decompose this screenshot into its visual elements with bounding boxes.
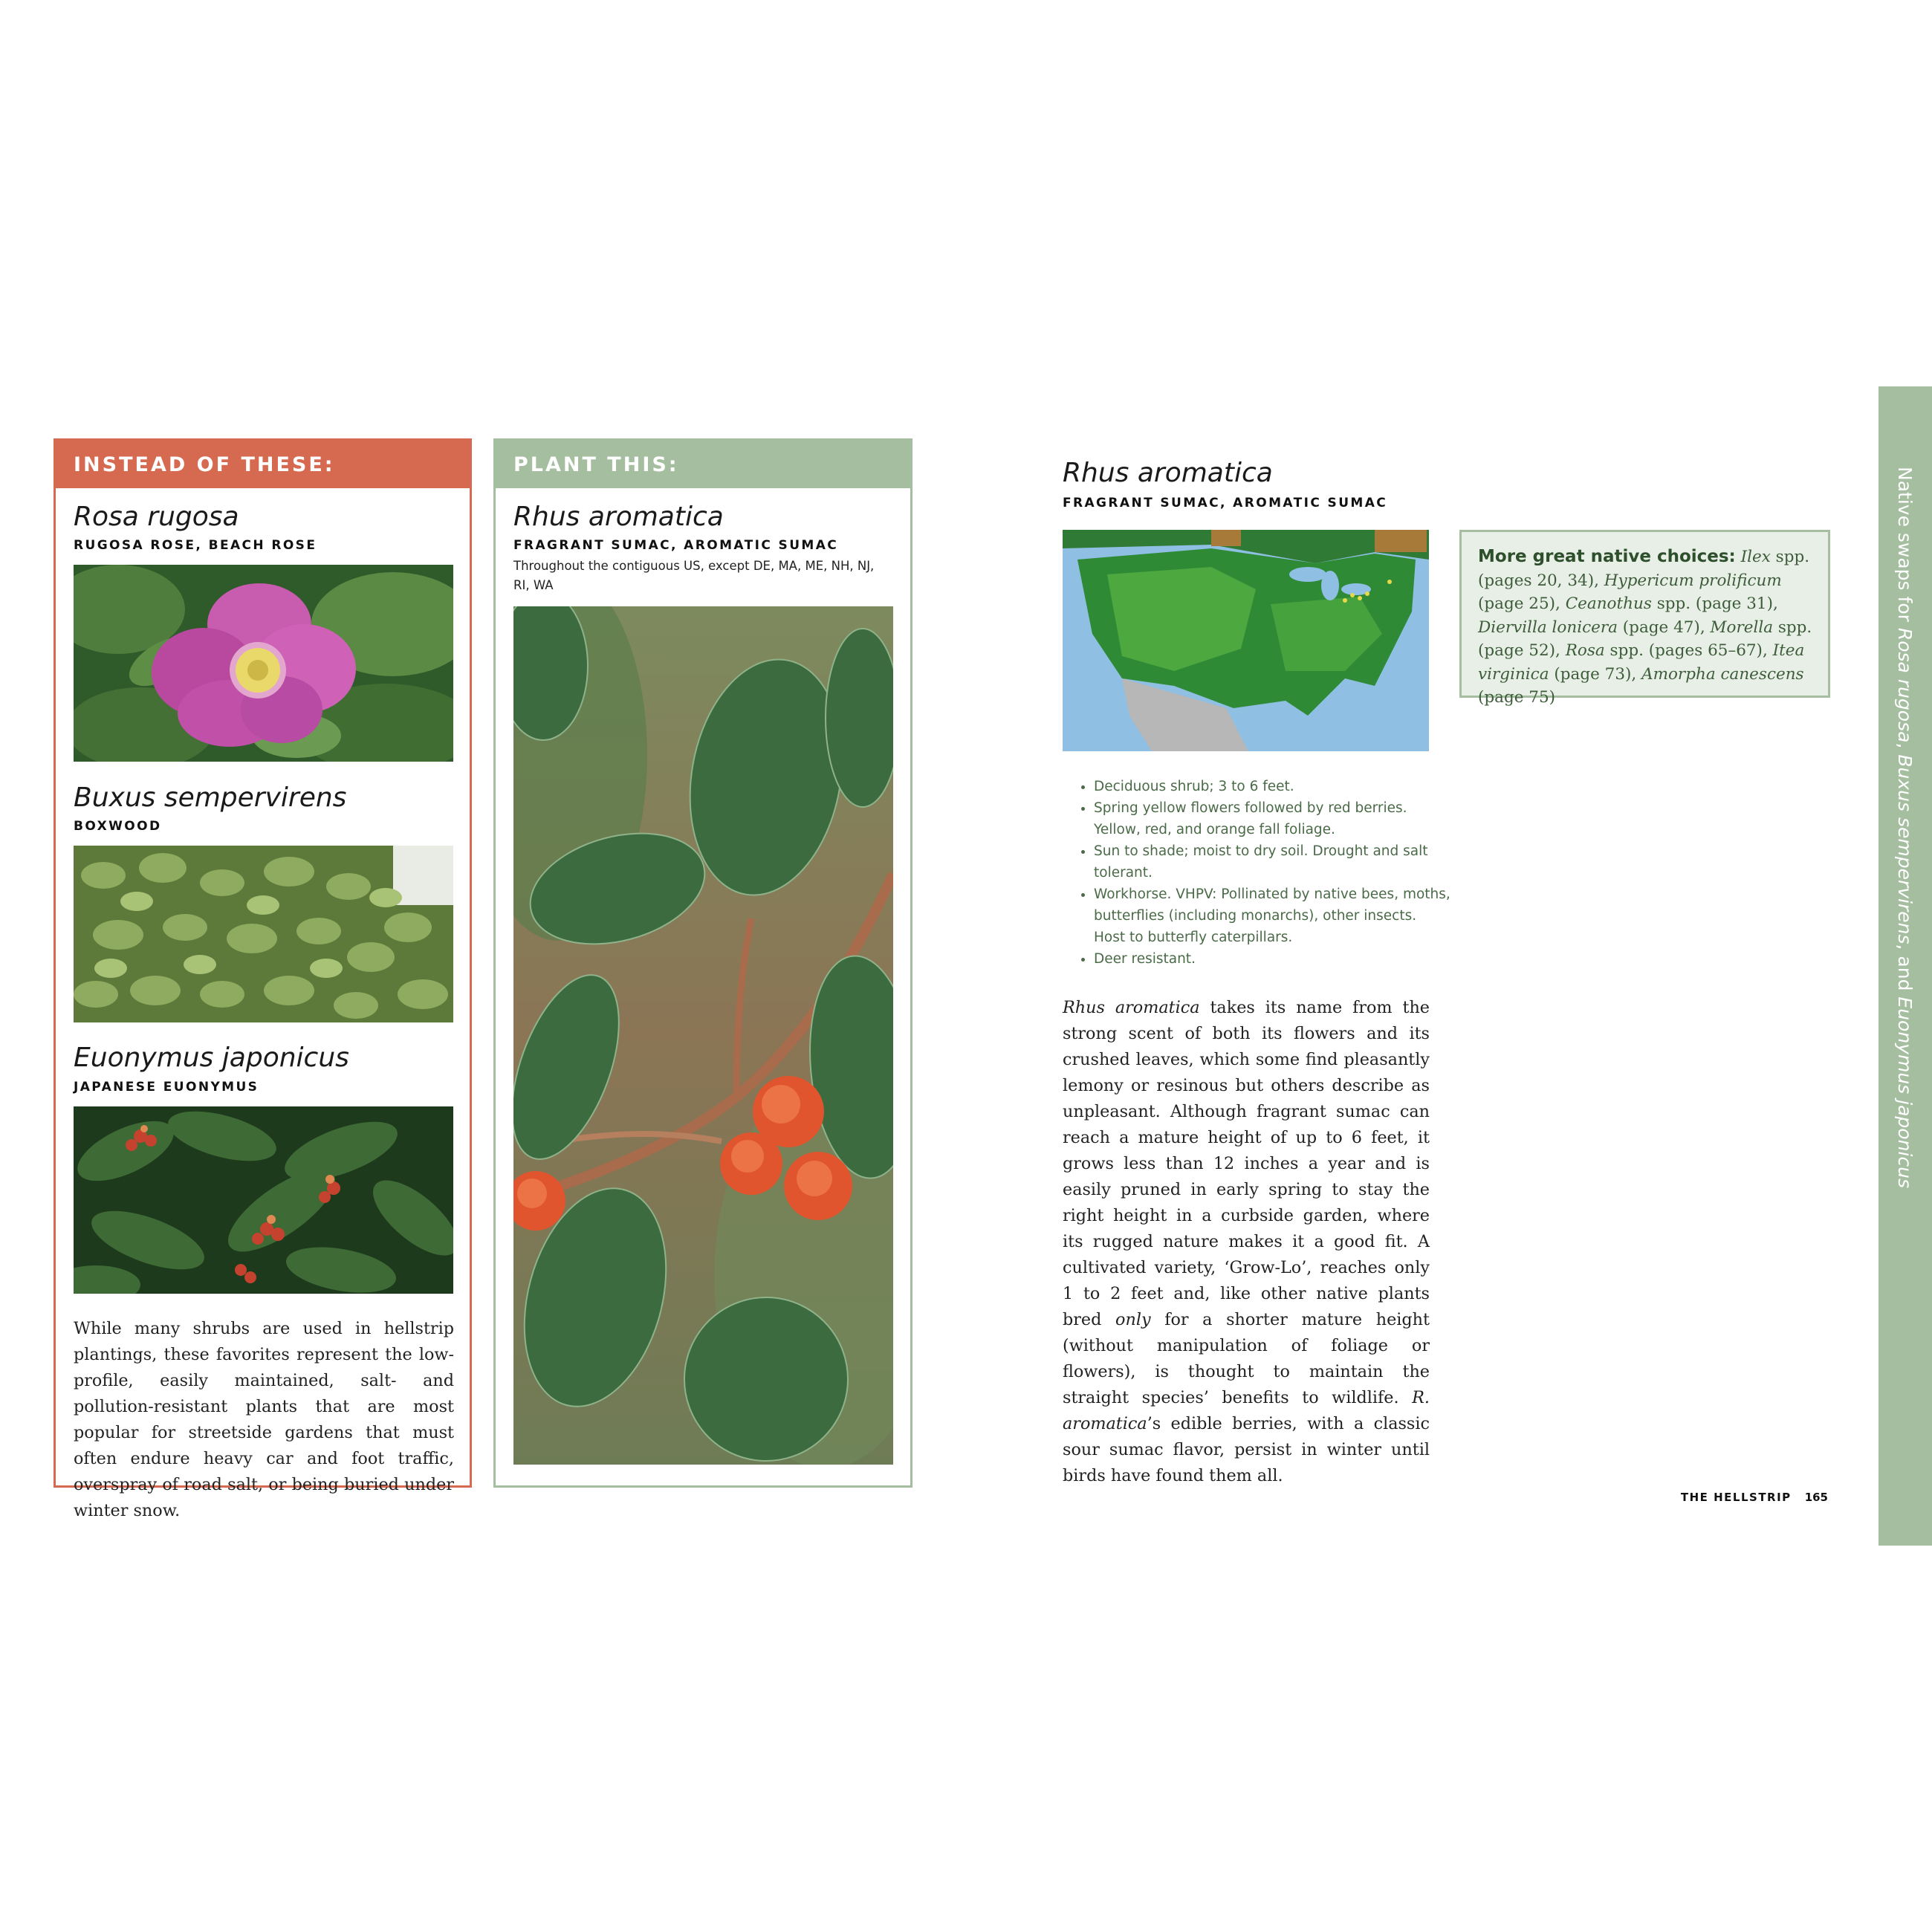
species-common-name: FRAGRANT SUMAC, AROMATIC SUMAC — [513, 538, 839, 553]
more-choices-lead: More great native choices: — [1478, 547, 1736, 566]
native-range-text: Throughout the contiguous US, except DE, MA, ME, NH, NJ, RI, WA — [513, 559, 875, 592]
side-tab-label: Native swaps for Rosa rugosa, Buxus sempervirens, and Euonymus japonicus — [1894, 467, 1916, 1188]
plant-this-panel — [493, 438, 912, 1488]
panel-header: PLANT THIS: — [496, 441, 910, 488]
intro-paragraph: While many shrubs are used in hellstrip plantings, these favorites represent the low-profile, easily maintained, salt- and pollution-resistant plants that are most popular for streetside gardens that must often endure heavy car and foot traffic, overspray of road salt, or being buried under winter snow. — [74, 1319, 454, 1520]
species-latin-name: Rosa rugosa — [74, 502, 239, 532]
species-latin-name: Buxus sempervirens — [74, 782, 347, 813]
fact-item: • Spring yellow flowers followed by red berries. Yellow, red, and orange fall foliage. — [1094, 797, 1450, 840]
side-tab — [1878, 386, 1932, 1546]
species-common-name: FRAGRANT SUMAC, AROMATIC SUMAC — [1063, 496, 1388, 510]
plant-facts-list — [1073, 776, 1450, 970]
species-common-name: BOXWOOD — [74, 819, 162, 834]
fact-item: • Deciduous shrub; 3 to 6 feet. — [1094, 776, 1450, 797]
instead-of-these-panel — [54, 438, 472, 1520]
description-paragraph: Rhus aromatica takes its name from the strong scent of both its flowers and its crushed leaves, which some find pleasantly lemony or resinous but others describe as unpleasant. Although fragrant sumac can reach a mature height of up to 6 feet, it grows less than 12 inches a year and is easily pruned in early spring to stay the right height in a curbside garden, where its rugged nature makes it a good fit. A cultivated variety, ‘Grow-Lo’, reaches only 1 to 2 feet and, like other native plants bred only for a shorter mature height (without manipulation of foliage or flowers), is thought to maintain the straight species’ benefits to wildlife. R. aromatica’s edible berries, with a classic sour sumac flavor, persist in winter until birds have found them all. — [1063, 998, 1430, 1485]
fragrant-sumac-photo — [513, 606, 893, 1465]
fact-item: • Deer resistant. — [1094, 948, 1450, 970]
euonymus-photo — [74, 1106, 453, 1294]
species-latin-name: Rhus aromatica — [1063, 458, 1273, 488]
more-native-choices-box: More great native choices: Ilex spp. (pages 20, 34), Hypericum prolificum (page 25), Ceanothus spp. (page 31), Diervilla lonicera (page 47), Morella spp. (page 52), Rosa spp. (pages 65–67), Itea virginica (page 73), Amorpha canescens (page 75) — [1459, 530, 1830, 698]
boxwood-photo — [74, 846, 453, 1022]
species-common-name: JAPANESE EUONYMUS — [74, 1080, 259, 1095]
species-latin-name: Euonymus japonicus — [74, 1043, 349, 1073]
page-number: 165 — [1804, 1491, 1828, 1504]
us-distribution-map — [1063, 530, 1429, 751]
panel-header: INSTEAD OF THESE: — [56, 441, 470, 488]
species-common-name: RUGOSA ROSE, BEACH ROSE — [74, 538, 317, 553]
rose-flower-photo — [74, 565, 453, 762]
section-name: THE HELLSTRIP — [1680, 1491, 1792, 1504]
fact-item: • Workhorse. VHPV: Pollinated by native bees, moths, butterflies (including monarchs), other insects. Host to butterfly caterpillars. — [1094, 884, 1450, 948]
page-footer — [1681, 1491, 1828, 1504]
fact-item: • Sun to shade; moist to dry soil. Drought and salt tolerant. — [1094, 840, 1450, 884]
species-latin-name: Rhus aromatica — [513, 502, 724, 532]
